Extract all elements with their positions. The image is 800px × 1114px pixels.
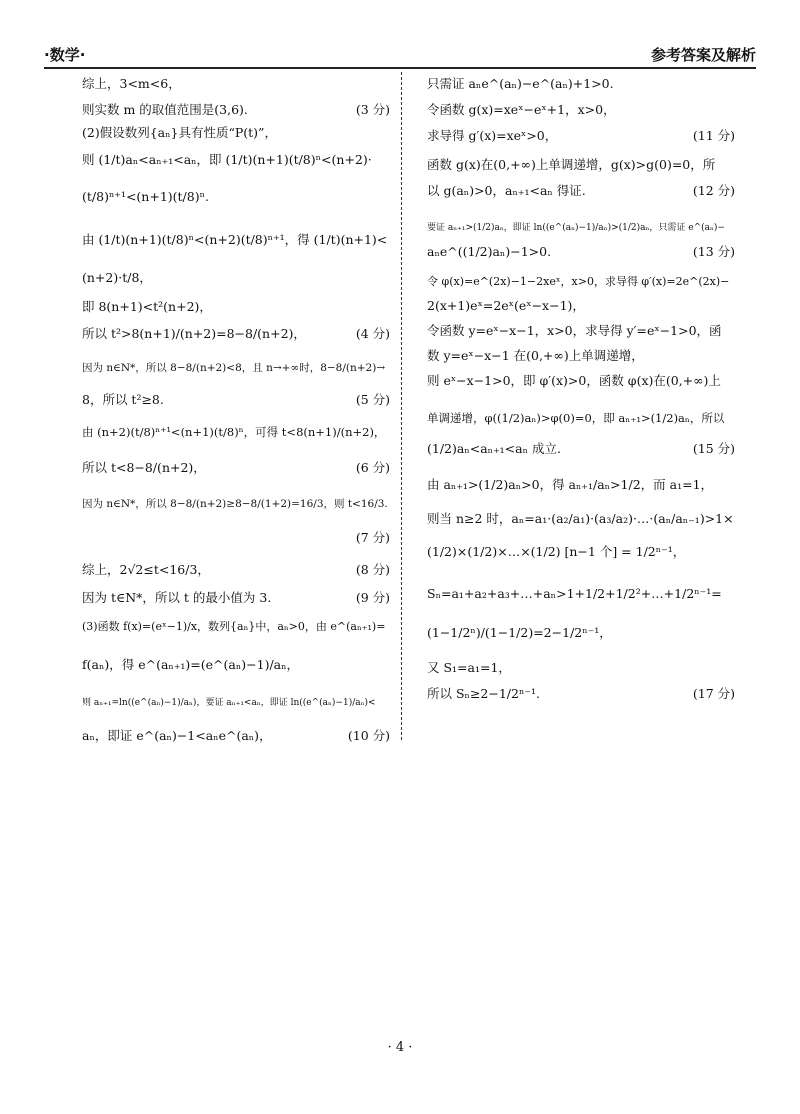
solution-line — [427, 218, 735, 236]
solution-line — [427, 102, 735, 118]
line-text: 综上，3<m<6， — [82, 76, 181, 91]
solution-line — [82, 530, 390, 546]
line-text: 所以 t²>8(n+1)/(n+2)=8−8/(n+2)， — [82, 326, 306, 341]
line-text: (t/8)ⁿ⁺¹<(n+1)(t/8)ⁿ. — [82, 189, 209, 204]
line-text: 由 aₙ₊₁>(1/2)aₙ>0，得 aₙ₊₁/aₙ>1/2，而 a₁=1， — [427, 477, 714, 492]
line-text: 则 eˣ−x−1>0，即 φ′(x)>0，函数 φ(x)在(0,+∞)上 — [427, 373, 721, 388]
solution-line — [427, 298, 735, 314]
solution-line — [427, 323, 735, 339]
line-text: 要证 aₙ₊₁>(1/2)aₙ，即证 ln((e^(aₙ)−1)/aₙ)>(1/2)aₙ，只需证 e^(aₙ)− — [427, 223, 725, 233]
column-divider — [401, 72, 402, 740]
score-mark: (10 分) — [347, 728, 390, 743]
line-text: 令 φ(x)=e^(2x)−1−2xeˣ，x>0，求导得 φ′(x)=2e^(2x)− — [427, 275, 730, 288]
solution-line — [82, 618, 390, 635]
line-text: 数 y=eˣ−x−1 在(0,+∞)上单调递增， — [427, 348, 644, 363]
score-mark: (3 分) — [355, 102, 390, 117]
line-text: 综上，2√2≤t<16/3， — [82, 562, 210, 577]
score-mark: (7 分) — [355, 530, 390, 545]
page-number: · 4 · — [387, 1040, 413, 1055]
solution-line — [427, 183, 735, 199]
score-mark: (15 分) — [692, 441, 735, 456]
solution-line — [427, 348, 735, 364]
score-mark: (12 分) — [692, 183, 735, 198]
solution-line — [82, 562, 390, 578]
line-text: 所以 Sₙ≥2−1/2ⁿ⁻¹. — [427, 686, 540, 701]
line-text: f(aₙ)，得 e^(aₙ₊₁)=(e^(aₙ)−1)/aₙ， — [82, 657, 300, 672]
line-text: (1/2)aₙ<aₙ₊₁<aₙ 成立. — [427, 441, 561, 456]
solution-line — [82, 728, 390, 744]
line-text: 令函数 g(x)=xeˣ−eˣ+1，x>0， — [427, 102, 616, 117]
page-header — [44, 44, 756, 66]
line-text: 由 (n+2)(t/8)ⁿ⁺¹<(n+1)(t/8)ⁿ，可得 t<8(n+1)/(n+2)， — [82, 425, 386, 439]
line-text: 则 aₙ₊₁=ln((e^(aₙ)−1)/aₙ)，要证 aₙ₊₁<aₙ，即证 ln((e^(aₙ)−1)/aₙ)< — [82, 698, 376, 708]
line-text: 2(x+1)eˣ=2eˣ(eˣ−x−1)， — [427, 298, 585, 313]
solution-line — [82, 270, 390, 286]
line-text: 由 (1/t)(n+1)(t/8)ⁿ<(n+2)(t/8)ⁿ⁺¹，得 (1/t)(n+1)< — [82, 232, 388, 247]
section-title: 参考答案及解析 — [650, 46, 756, 64]
subject-label: ·数学· — [44, 46, 86, 64]
line-text: Sₙ=a₁+a₂+a₃+…+aₙ>1+1/2+1/2²+…+1/2ⁿ⁻¹= — [427, 586, 722, 601]
line-text: (3)函数 f(x)=(eˣ−1)/x，数列{aₙ}中，aₙ>0，由 e^(aₙ₊₁)= — [82, 620, 386, 633]
line-text: 函数 g(x)在(0,+∞)上单调递增，g(x)>g(0)=0，所 — [427, 157, 716, 172]
solution-line — [82, 76, 390, 92]
solution-line — [82, 189, 390, 205]
solution-line — [427, 625, 735, 641]
line-text: 即 8(n+1)<t²(n+2)， — [82, 299, 212, 314]
score-mark: (17 分) — [692, 686, 735, 701]
solution-line — [82, 359, 390, 376]
line-text: 则 (1/t)aₙ<aₙ₊₁<aₙ，即 (1/t)(n+1)(t/8)ⁿ<(n+2)· — [82, 152, 372, 167]
score-mark: (4 分) — [355, 326, 390, 341]
line-text: aₙ，即证 e^(aₙ)−1<aₙe^(aₙ)， — [82, 728, 272, 743]
solution-line — [82, 495, 390, 512]
solution-line — [82, 657, 390, 673]
line-text: 求导得 g′(x)=xeˣ>0， — [427, 128, 558, 143]
solution-line — [82, 102, 390, 118]
line-text: 又 S₁=a₁=1， — [427, 660, 511, 675]
score-mark: (8 分) — [355, 562, 390, 577]
solution-line — [82, 392, 390, 408]
solution-line — [427, 157, 735, 173]
line-text: 则当 n≥2 时，aₙ=a₁·(a₂/a₁)·(a₃/a₂)·…·(aₙ/aₙ₋₁)>1× — [427, 511, 734, 526]
line-text: 所以 t<8−8/(n+2)， — [82, 460, 206, 475]
solution-line — [427, 511, 735, 527]
solution-line — [427, 477, 735, 493]
line-text: 因为 t∈N*，所以 t 的最小值为 3. — [82, 590, 272, 605]
score-mark: (11 分) — [692, 128, 735, 143]
score-mark: (6 分) — [355, 460, 390, 475]
header-rule — [44, 67, 756, 69]
line-text: 因为 n∈N*，所以 8−8/(n+2)<8，且 n→+∞时，8−8/(n+2)→ — [82, 362, 386, 374]
solution-line — [427, 660, 735, 676]
line-text: 8，所以 t²≥8. — [82, 392, 164, 407]
line-text: 单调递增，φ((1/2)aₙ)>φ(0)=0，即 aₙ₊₁>(1/2)aₙ，所以 — [427, 411, 725, 425]
line-text: 因为 n∈N*，所以 8−8/(n+2)≥8−8/(1+2)=16/3，则 t<16/3. — [82, 498, 388, 510]
solution-line — [427, 373, 735, 389]
line-text: 以 g(aₙ)>0，aₙ₊₁<aₙ 得证. — [427, 183, 586, 198]
solution-line — [427, 586, 735, 602]
solution-line — [427, 244, 735, 260]
solution-line — [82, 693, 390, 711]
solution-line — [82, 460, 390, 476]
solution-line — [82, 232, 390, 248]
line-text: (n+2)·t/8， — [82, 270, 152, 285]
solution-line — [427, 76, 735, 92]
line-text: 只需证 aₙe^(aₙ)−e^(aₙ)+1>0. — [427, 76, 614, 91]
line-text: (2)假设数列{aₙ}具有性质“P(t)”， — [82, 125, 277, 140]
solution-line — [427, 273, 735, 290]
solution-line — [427, 128, 735, 144]
solution-line — [427, 441, 735, 457]
line-text: (1−1/2ⁿ)/(1−1/2)=2−1/2ⁿ⁻¹， — [427, 625, 612, 640]
score-mark: (13 分) — [692, 244, 735, 259]
line-text: 令函数 y=eˣ−x−1，x>0，求导得 y′=eˣ−1>0，函 — [427, 323, 722, 338]
solution-line — [82, 326, 390, 342]
line-text: aₙe^((1/2)aₙ)−1>0. — [427, 244, 552, 259]
solution-line — [82, 152, 390, 168]
line-text: 则实数 m 的取值范围是(3,6). — [82, 102, 248, 117]
solution-line — [427, 410, 735, 426]
solution-line — [427, 686, 735, 702]
line-text: (1/2)×(1/2)×…×(1/2) [n−1 个] = 1/2ⁿ⁻¹， — [427, 544, 686, 559]
score-mark: (5 分) — [355, 392, 390, 407]
solution-line — [82, 125, 390, 141]
solution-line — [82, 299, 390, 315]
solution-line — [427, 544, 735, 560]
solution-line — [82, 590, 390, 606]
score-mark: (9 分) — [355, 590, 390, 605]
solution-line — [82, 424, 390, 440]
